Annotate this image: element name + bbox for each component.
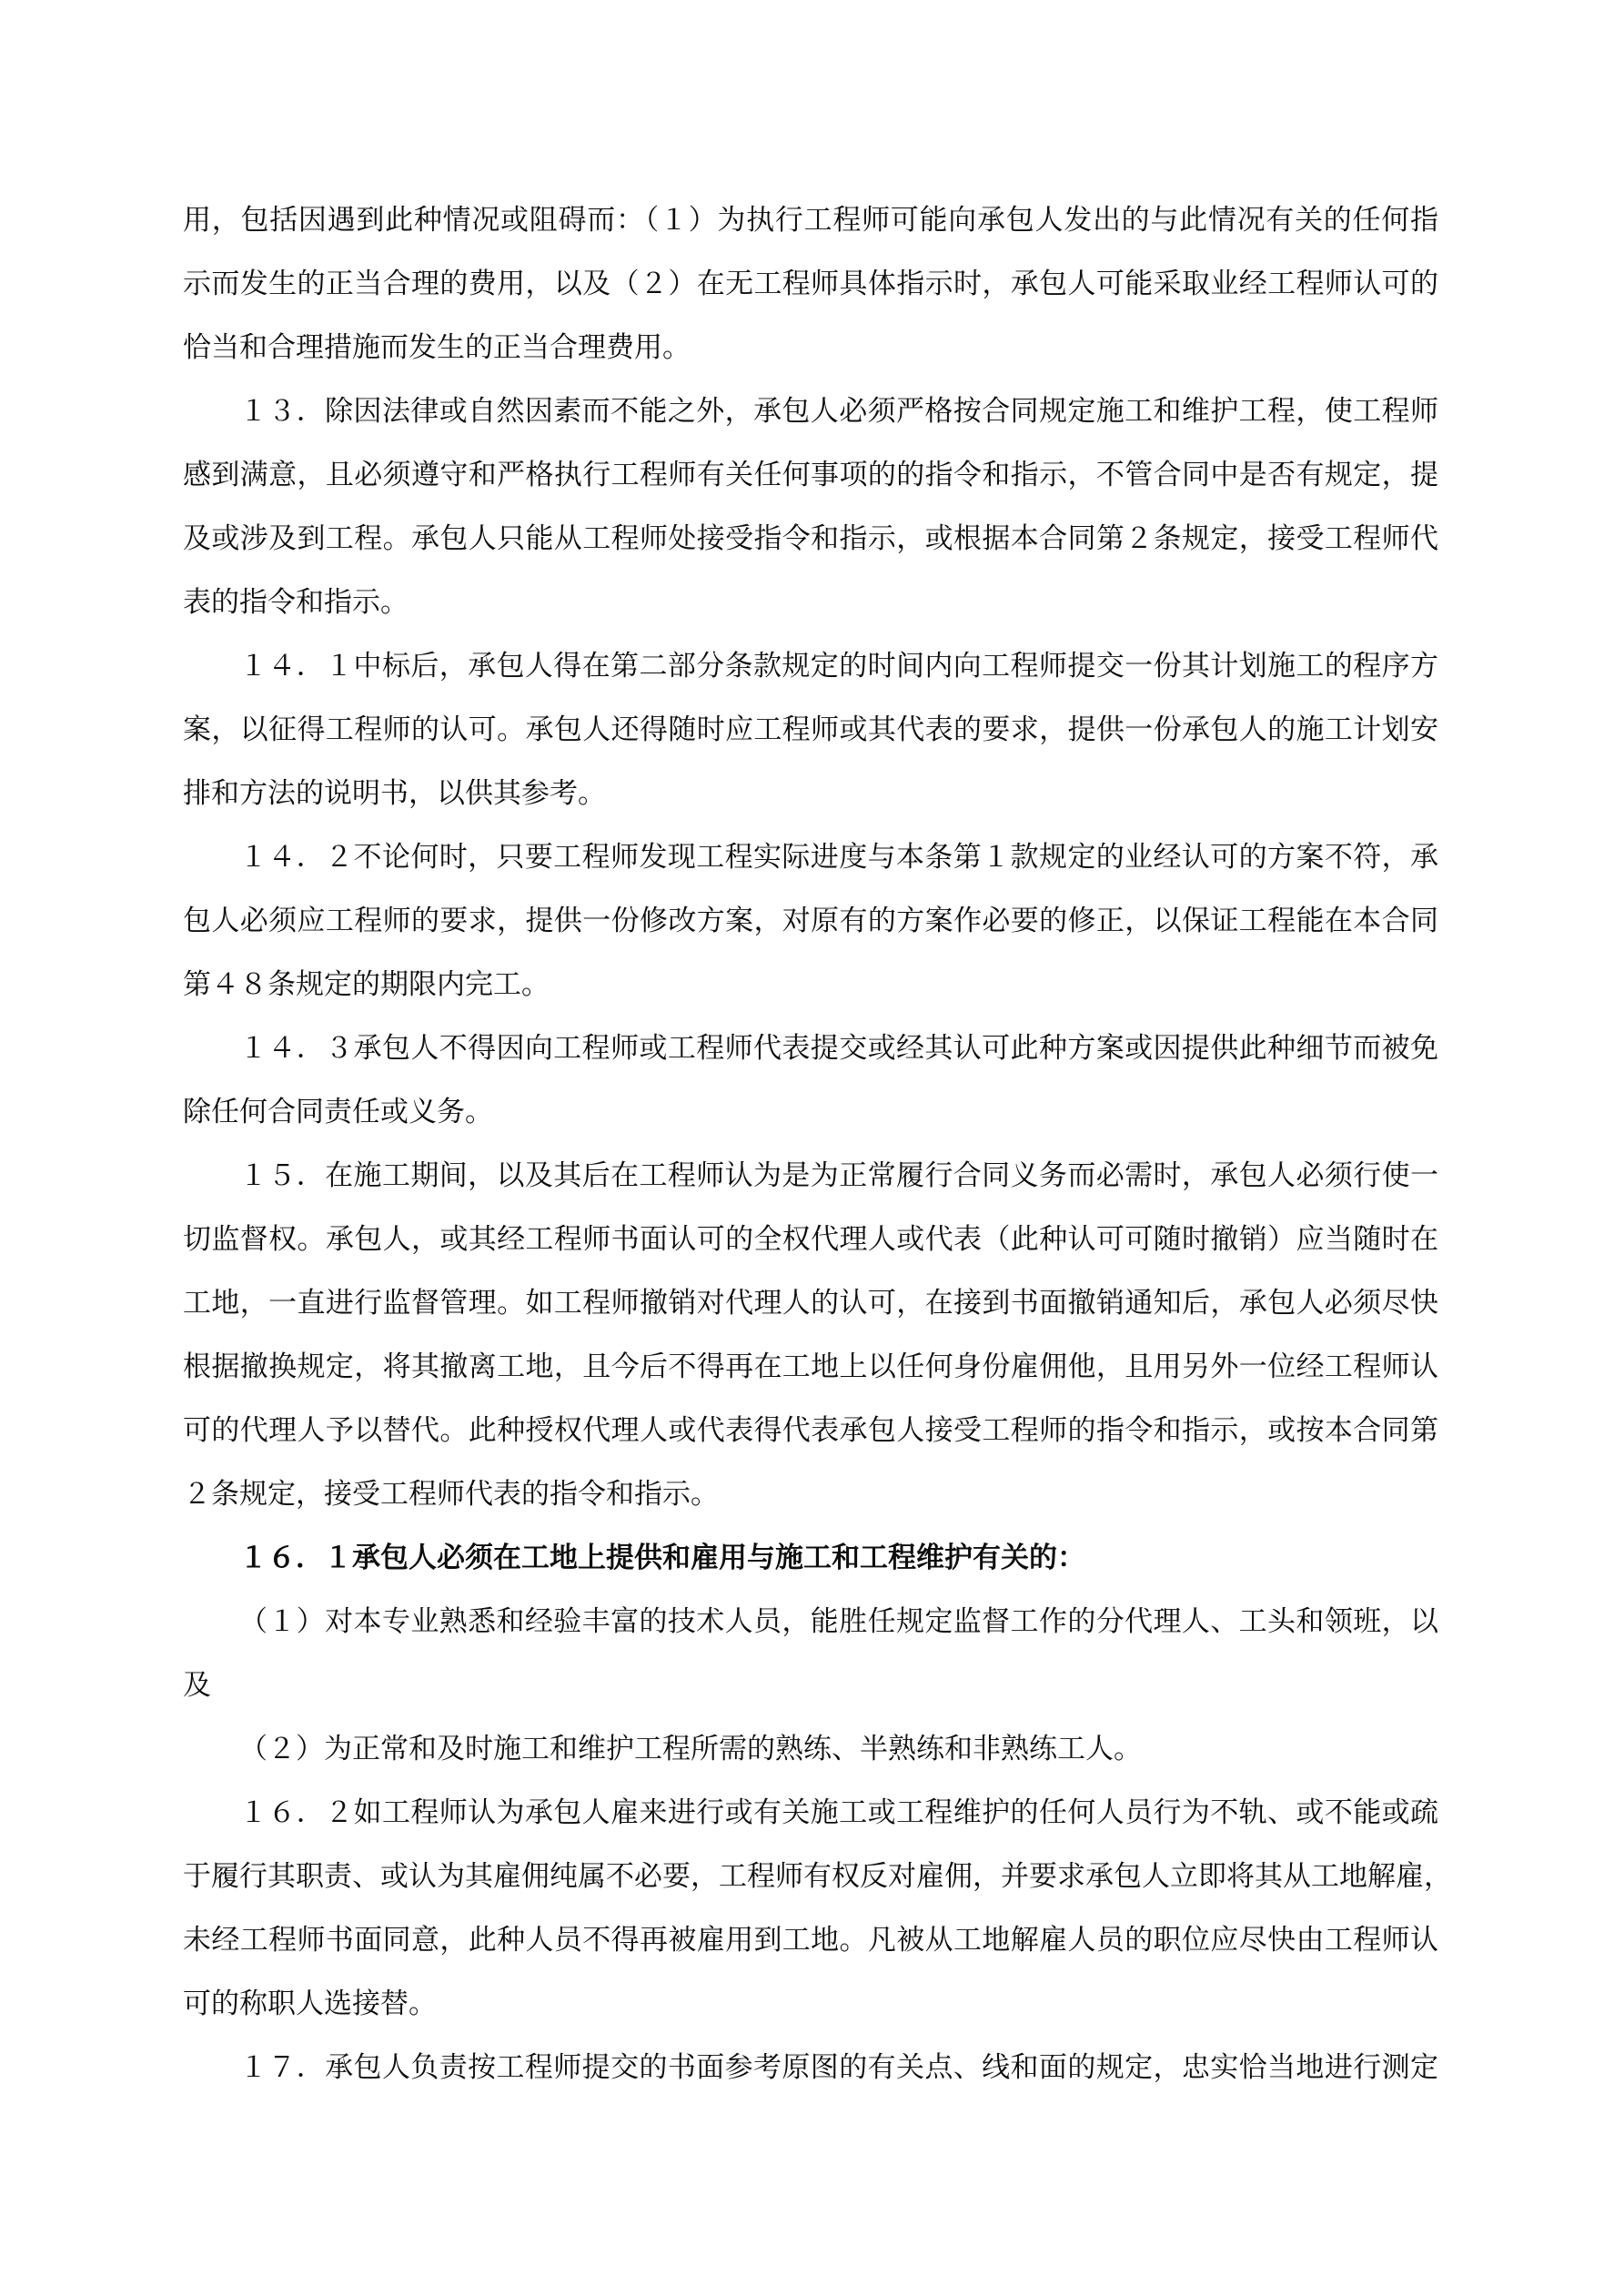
clause-16-1-item-2 xyxy=(183,1717,1438,1781)
text-line: （２）为正常和及时施工和维护工程所需的熟练、半熟练和非熟练工人。 xyxy=(239,1733,1142,1765)
text-line: 表的指令和指示。 xyxy=(183,586,409,618)
text-line: １６．２如工程师认为承包人雇来进行或有关施工或工程维护的任何人员行为不轨、或不能或疏 xyxy=(239,1796,1438,1828)
text-line: 于履行其职责、或认为其雇佣纯属不必要，工程师有权反对雇佣，并要求承包人立即将其从工地解雇， xyxy=(183,1860,1452,1892)
clause-15 xyxy=(183,1144,1438,1526)
clause-16-1-item-1 xyxy=(183,1590,1438,1717)
clause-13 xyxy=(183,379,1438,634)
text-line: １４．２不论何时，只要工程师发现工程实际进度与本条第１款规定的业经认可的方案不符，承 xyxy=(239,841,1438,873)
text-line: 可的称职人选接替。 xyxy=(183,1988,437,2019)
text-line: 案，以征得工程师的认可。承包人还得随时应工程师或其代表的要求，提供一份承包人的施工计划安 xyxy=(183,713,1438,745)
text-line: 切监督权。承包人，或其经工程师书面认可的全权代理人或代表（此种认可可随时撤销）应当随时在 xyxy=(183,1223,1438,1255)
text-line: 未经工程师书面同意，此种人员不得再被雇用到工地。凡被从工地解雇人员的职位应尽快由工程师认 xyxy=(183,1924,1438,1956)
text-line: 包人必须应工程师的要求，提供一份修改方案，对原有的方案作必要的修正，以保证工程能在本合同 xyxy=(183,905,1438,936)
text-line: １３．除因法律或自然因素而不能之外，承包人必须严格按合同规定施工和维护工程，使工程师 xyxy=(239,395,1438,427)
text-line: 工地，一直进行监督管理。如工程师撤销对代理人的认可，在接到书面撤销通知后，承包人必须尽快 xyxy=(183,1287,1438,1319)
text-line: 用，包括因遇到此种情况或阻碍而：（１）为执行工程师可能向承包人发出的与此情况有关的任何指 xyxy=(183,204,1438,236)
text-line: １６．１承包人必须在工地上提供和雇用与施工和工程维护有关的： xyxy=(239,1542,1085,1573)
text-line: １７．承包人负责按工程师提交的书面参考原图的有关点、线和面的规定，忠实恰当地进行测定 xyxy=(239,2051,1438,2083)
text-line: １４．３承包人不得因向工程师或工程师代表提交或经其认可此种方案或因提供此种细节而被免 xyxy=(239,1032,1438,1064)
text-line: 可的代理人予以替代。此种授权代理人或代表得代表承包人接受工程师的指令和指示，或按本合同第 xyxy=(183,1414,1438,1446)
text-line: ２条规定，接受工程师代表的指令和指示。 xyxy=(183,1478,719,1510)
clause-12-continuation xyxy=(183,188,1438,379)
text-line: 恰当和合理措施而发生的正当合理费用。 xyxy=(183,331,691,363)
text-line: 及 xyxy=(183,1669,211,1701)
clause-14-2 xyxy=(183,825,1438,1017)
text-line: １４．１中标后，承包人得在第二部分条款规定的时间内向工程师提交一份其计划施工的程序方 xyxy=(239,650,1438,682)
text-line: 感到满意，且必须遵守和严格执行工程师有关任何事项的的指令和指示，不管合同中是否有规定，提 xyxy=(183,459,1438,491)
clause-14-1 xyxy=(183,634,1438,825)
text-line: 及或涉及到工程。承包人只能从工程师处接受指令和指示，或根据本合同第２条规定，接受工程师代 xyxy=(183,522,1438,554)
text-line: 示而发生的正当合理的费用，以及（２）在无工程师具体指示时，承包人可能采取业经工程师认可的 xyxy=(183,268,1438,299)
clause-14-3 xyxy=(183,1017,1438,1144)
document-body xyxy=(183,188,1452,2099)
clause-16-2 xyxy=(183,1781,1452,2036)
text-line: １５．在施工期间，以及其后在工程师认为是为正常履行合同义务而必需时，承包人必须行使一 xyxy=(239,1159,1438,1191)
clause-17 xyxy=(183,2036,1438,2099)
text-line: 第４８条规定的期限内完工。 xyxy=(183,968,550,1000)
text-line: 排和方法的说明书，以供其参考。 xyxy=(183,777,606,809)
clause-16-1-heading xyxy=(183,1526,1438,1590)
text-line: 除任何合同责任或义务。 xyxy=(183,1096,493,1128)
text-line: （１）对本专业熟悉和经验丰富的技术人员，能胜任规定监督工作的分代理人、工头和领班，以 xyxy=(239,1605,1438,1637)
text-line: 根据撤换规定，将其撤离工地，且今后不得再在工地上以任何身份雇佣他，且用另外一位经工程师认 xyxy=(183,1350,1438,1382)
